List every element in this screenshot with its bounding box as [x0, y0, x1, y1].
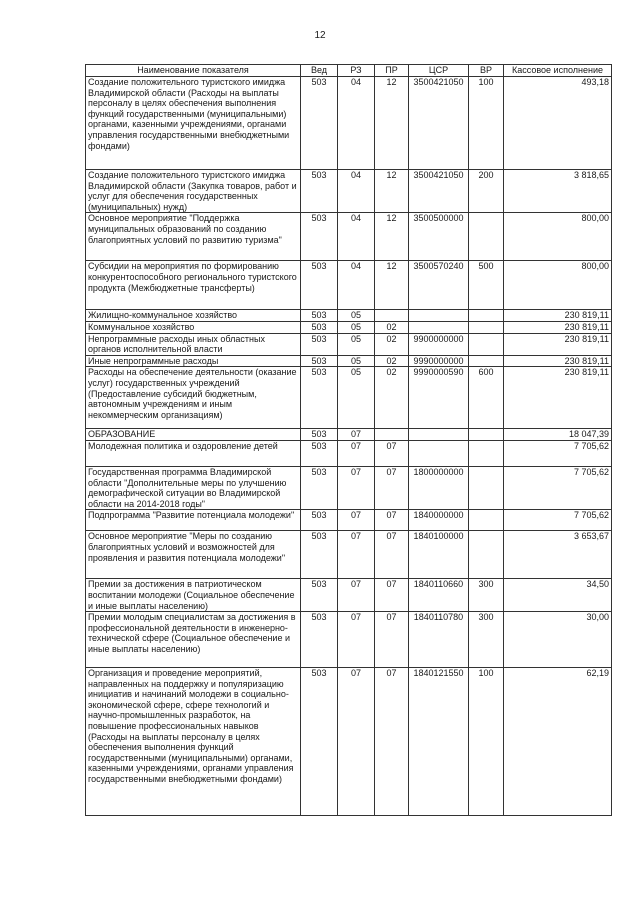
cell-name: Создание положительного туристского имиджа Владимирской области (Закупка товаров, работ и услуг для обеспечения государственных (муниципальных) нужд): [86, 170, 301, 213]
cell-ved: 503: [301, 612, 338, 668]
cell-pr: 07: [375, 612, 409, 668]
cell-cash: 7 705,62: [504, 510, 612, 531]
cell-csr: 9990000000: [409, 355, 469, 367]
cell-vr: 300: [469, 579, 504, 612]
table-row: [86, 261, 612, 310]
cell-csr: 1840121550: [409, 668, 469, 816]
cell-csr: 9900000000: [409, 333, 469, 355]
cell-rz: 05: [338, 355, 375, 367]
table-row: [86, 466, 612, 509]
header-rz: РЗ: [338, 65, 375, 77]
cell-cash: 62,19: [504, 668, 612, 816]
cell-name: Молодежная политика и оздоровление детей: [86, 440, 301, 466]
cell-csr: 9990000590: [409, 367, 469, 429]
cell-vr: [469, 531, 504, 579]
table-row: [86, 355, 612, 367]
cell-name: Коммунальное хозяйство: [86, 321, 301, 333]
header-ved: Вед: [301, 65, 338, 77]
cell-vr: [469, 355, 504, 367]
cell-name: Создание положительного туристского имиджа Владимирской области (Расходы на выплаты персоналу в целях обеспечения выполнения функций государственными (муниципальными) органами, казенными учреждениями, органами управления государственными внебюджетными фондами): [86, 77, 301, 170]
cell-ved: 503: [301, 310, 338, 322]
cell-cash: 230 819,11: [504, 321, 612, 333]
cell-cash: 7 705,62: [504, 440, 612, 466]
cell-rz: 07: [338, 466, 375, 509]
cell-name: Субсидии на мероприятия по формированию конкурентоспособного регионального туристского продукта (Межбюджетные трансферты): [86, 261, 301, 310]
table-row: [86, 579, 612, 612]
cell-pr: 02: [375, 355, 409, 367]
cell-vr: 100: [469, 77, 504, 170]
cell-name: Премии молодым специалистам за достижения в профессиональной деятельности в инженерно-технической сфере (Социальное обеспечение и иные выплаты населению): [86, 612, 301, 668]
cell-pr: [375, 429, 409, 441]
cell-name: Иные непрограммные расходы: [86, 355, 301, 367]
cell-rz: 05: [338, 333, 375, 355]
cell-rz: 05: [338, 310, 375, 322]
cell-name: Подпрограмма "Развитие потенциала молодежи": [86, 510, 301, 531]
cell-rz: 04: [338, 77, 375, 170]
cell-pr: 02: [375, 321, 409, 333]
cell-vr: [469, 213, 504, 261]
cell-rz: 07: [338, 510, 375, 531]
table-row: [86, 321, 612, 333]
cell-name: Организация и проведение мероприятий, направленных на поддержку и популяризацию инициатив и начинаний молодежи в социально-экономической сфере, сфере технологий и научно-промышленных разработок, на повышение профессиональных навыков (Расходы на выплаты персоналу в целях обеспечения выполнения функций государственными (муниципальными) органами, казенными учреждениями, органами управления государственными внебюджетными фондами): [86, 668, 301, 816]
cell-pr: 07: [375, 579, 409, 612]
table-row: [86, 310, 612, 322]
cell-vr: [469, 466, 504, 509]
cell-rz: 07: [338, 579, 375, 612]
cell-csr: 1800000000: [409, 466, 469, 509]
cell-pr: 12: [375, 261, 409, 310]
cell-csr: 3500500000: [409, 213, 469, 261]
cell-csr: 3500421050: [409, 77, 469, 170]
table-row: [86, 612, 612, 668]
cell-cash: 800,00: [504, 261, 612, 310]
cell-cash: 7 705,62: [504, 466, 612, 509]
cell-cash: 230 819,11: [504, 355, 612, 367]
cell-rz: 07: [338, 612, 375, 668]
cell-vr: [469, 333, 504, 355]
cell-cash: 230 819,11: [504, 310, 612, 322]
cell-pr: 07: [375, 466, 409, 509]
cell-csr: [409, 440, 469, 466]
cell-ved: 503: [301, 579, 338, 612]
cell-csr: 1840100000: [409, 531, 469, 579]
cell-pr: 12: [375, 77, 409, 170]
table-row: [86, 367, 612, 429]
table-row: [86, 213, 612, 261]
table-header-row: [86, 65, 612, 77]
cell-csr: [409, 429, 469, 441]
header-vr: ВР: [469, 65, 504, 77]
cell-cash: 3 653,67: [504, 531, 612, 579]
cell-rz: 05: [338, 321, 375, 333]
cell-name: Премии за достижения в патриотическом воспитании молодежи (Социальное обеспечение и иные выплаты населению): [86, 579, 301, 612]
cell-vr: [469, 429, 504, 441]
cell-ved: 503: [301, 466, 338, 509]
cell-name: Основное мероприятие "Меры по созданию благоприятных условий и возможностей для проявления и развития потенциала молодежи": [86, 531, 301, 579]
cell-ved: 503: [301, 355, 338, 367]
header-pr: ПР: [375, 65, 409, 77]
cell-rz: 07: [338, 440, 375, 466]
cell-pr: 07: [375, 510, 409, 531]
cell-rz: 07: [338, 531, 375, 579]
cell-vr: 500: [469, 261, 504, 310]
table-row: [86, 77, 612, 170]
cell-ved: 503: [301, 510, 338, 531]
cell-csr: [409, 310, 469, 322]
cell-name: Жилищно-коммунальное хозяйство: [86, 310, 301, 322]
cell-rz: 05: [338, 367, 375, 429]
table-row: [86, 440, 612, 466]
table-body: [86, 77, 612, 816]
cell-cash: 34,50: [504, 579, 612, 612]
cell-csr: 1840110660: [409, 579, 469, 612]
table-row: [86, 333, 612, 355]
cell-cash: 230 819,11: [504, 333, 612, 355]
cell-vr: 200: [469, 170, 504, 213]
cell-name: ОБРАЗОВАНИЕ: [86, 429, 301, 441]
cell-csr: 1840110780: [409, 612, 469, 668]
cell-vr: 100: [469, 668, 504, 816]
cell-ved: 503: [301, 429, 338, 441]
cell-pr: 07: [375, 668, 409, 816]
cell-pr: 02: [375, 367, 409, 429]
cell-pr: [375, 310, 409, 322]
cell-csr: 3500570240: [409, 261, 469, 310]
cell-ved: 503: [301, 213, 338, 261]
cell-pr: 07: [375, 531, 409, 579]
page-number: 12: [314, 30, 326, 41]
table-row: [86, 510, 612, 531]
header-name: Наименование показателя: [86, 65, 301, 77]
cell-vr: [469, 310, 504, 322]
cell-cash: 230 819,11: [504, 367, 612, 429]
cell-ved: 503: [301, 668, 338, 816]
cell-name: Государственная программа Владимирской области "Дополнительные меры по улучшению демографической ситуации во Владимирской области на 2014-2018 годы": [86, 466, 301, 509]
cell-vr: 600: [469, 367, 504, 429]
cell-pr: 12: [375, 213, 409, 261]
cell-rz: 04: [338, 213, 375, 261]
cell-cash: 30,00: [504, 612, 612, 668]
cell-pr: 02: [375, 333, 409, 355]
cell-vr: [469, 510, 504, 531]
cell-ved: 503: [301, 170, 338, 213]
cell-ved: 503: [301, 261, 338, 310]
cell-ved: 503: [301, 321, 338, 333]
cell-name: Основное мероприятие "Поддержка муниципальных образований по созданию благоприятных условий по развитию туризма": [86, 213, 301, 261]
table-row: [86, 531, 612, 579]
table-row: [86, 668, 612, 816]
cell-ved: 503: [301, 367, 338, 429]
cell-rz: 07: [338, 429, 375, 441]
cell-csr: 1840000000: [409, 510, 469, 531]
cell-cash: 800,00: [504, 213, 612, 261]
cell-csr: 3500421050: [409, 170, 469, 213]
table-row: [86, 170, 612, 213]
cell-name: Непрограммные расходы иных областных органов исполнительной власти: [86, 333, 301, 355]
cell-rz: 04: [338, 170, 375, 213]
cell-vr: [469, 321, 504, 333]
cell-vr: [469, 440, 504, 466]
cell-ved: 503: [301, 440, 338, 466]
cell-pr: 07: [375, 440, 409, 466]
cell-cash: 3 818,65: [504, 170, 612, 213]
header-csr: ЦСР: [409, 65, 469, 77]
cell-cash: 18 047,39: [504, 429, 612, 441]
cell-rz: 04: [338, 261, 375, 310]
table-row: [86, 429, 612, 441]
cell-ved: 503: [301, 333, 338, 355]
cell-ved: 503: [301, 531, 338, 579]
cell-rz: 07: [338, 668, 375, 816]
cell-name: Расходы на обеспечение деятельности (оказание услуг) государственных учреждений (Предоставление субсидий бюджетным, автономным учреждениям и иным некоммерческим организациям): [86, 367, 301, 429]
cell-vr: 300: [469, 612, 504, 668]
cell-ved: 503: [301, 77, 338, 170]
header-cash: Кассовое исполнение: [504, 65, 612, 77]
cell-pr: 12: [375, 170, 409, 213]
cell-csr: [409, 321, 469, 333]
cell-cash: 493,18: [504, 77, 612, 170]
budget-execution-table: [85, 64, 612, 816]
